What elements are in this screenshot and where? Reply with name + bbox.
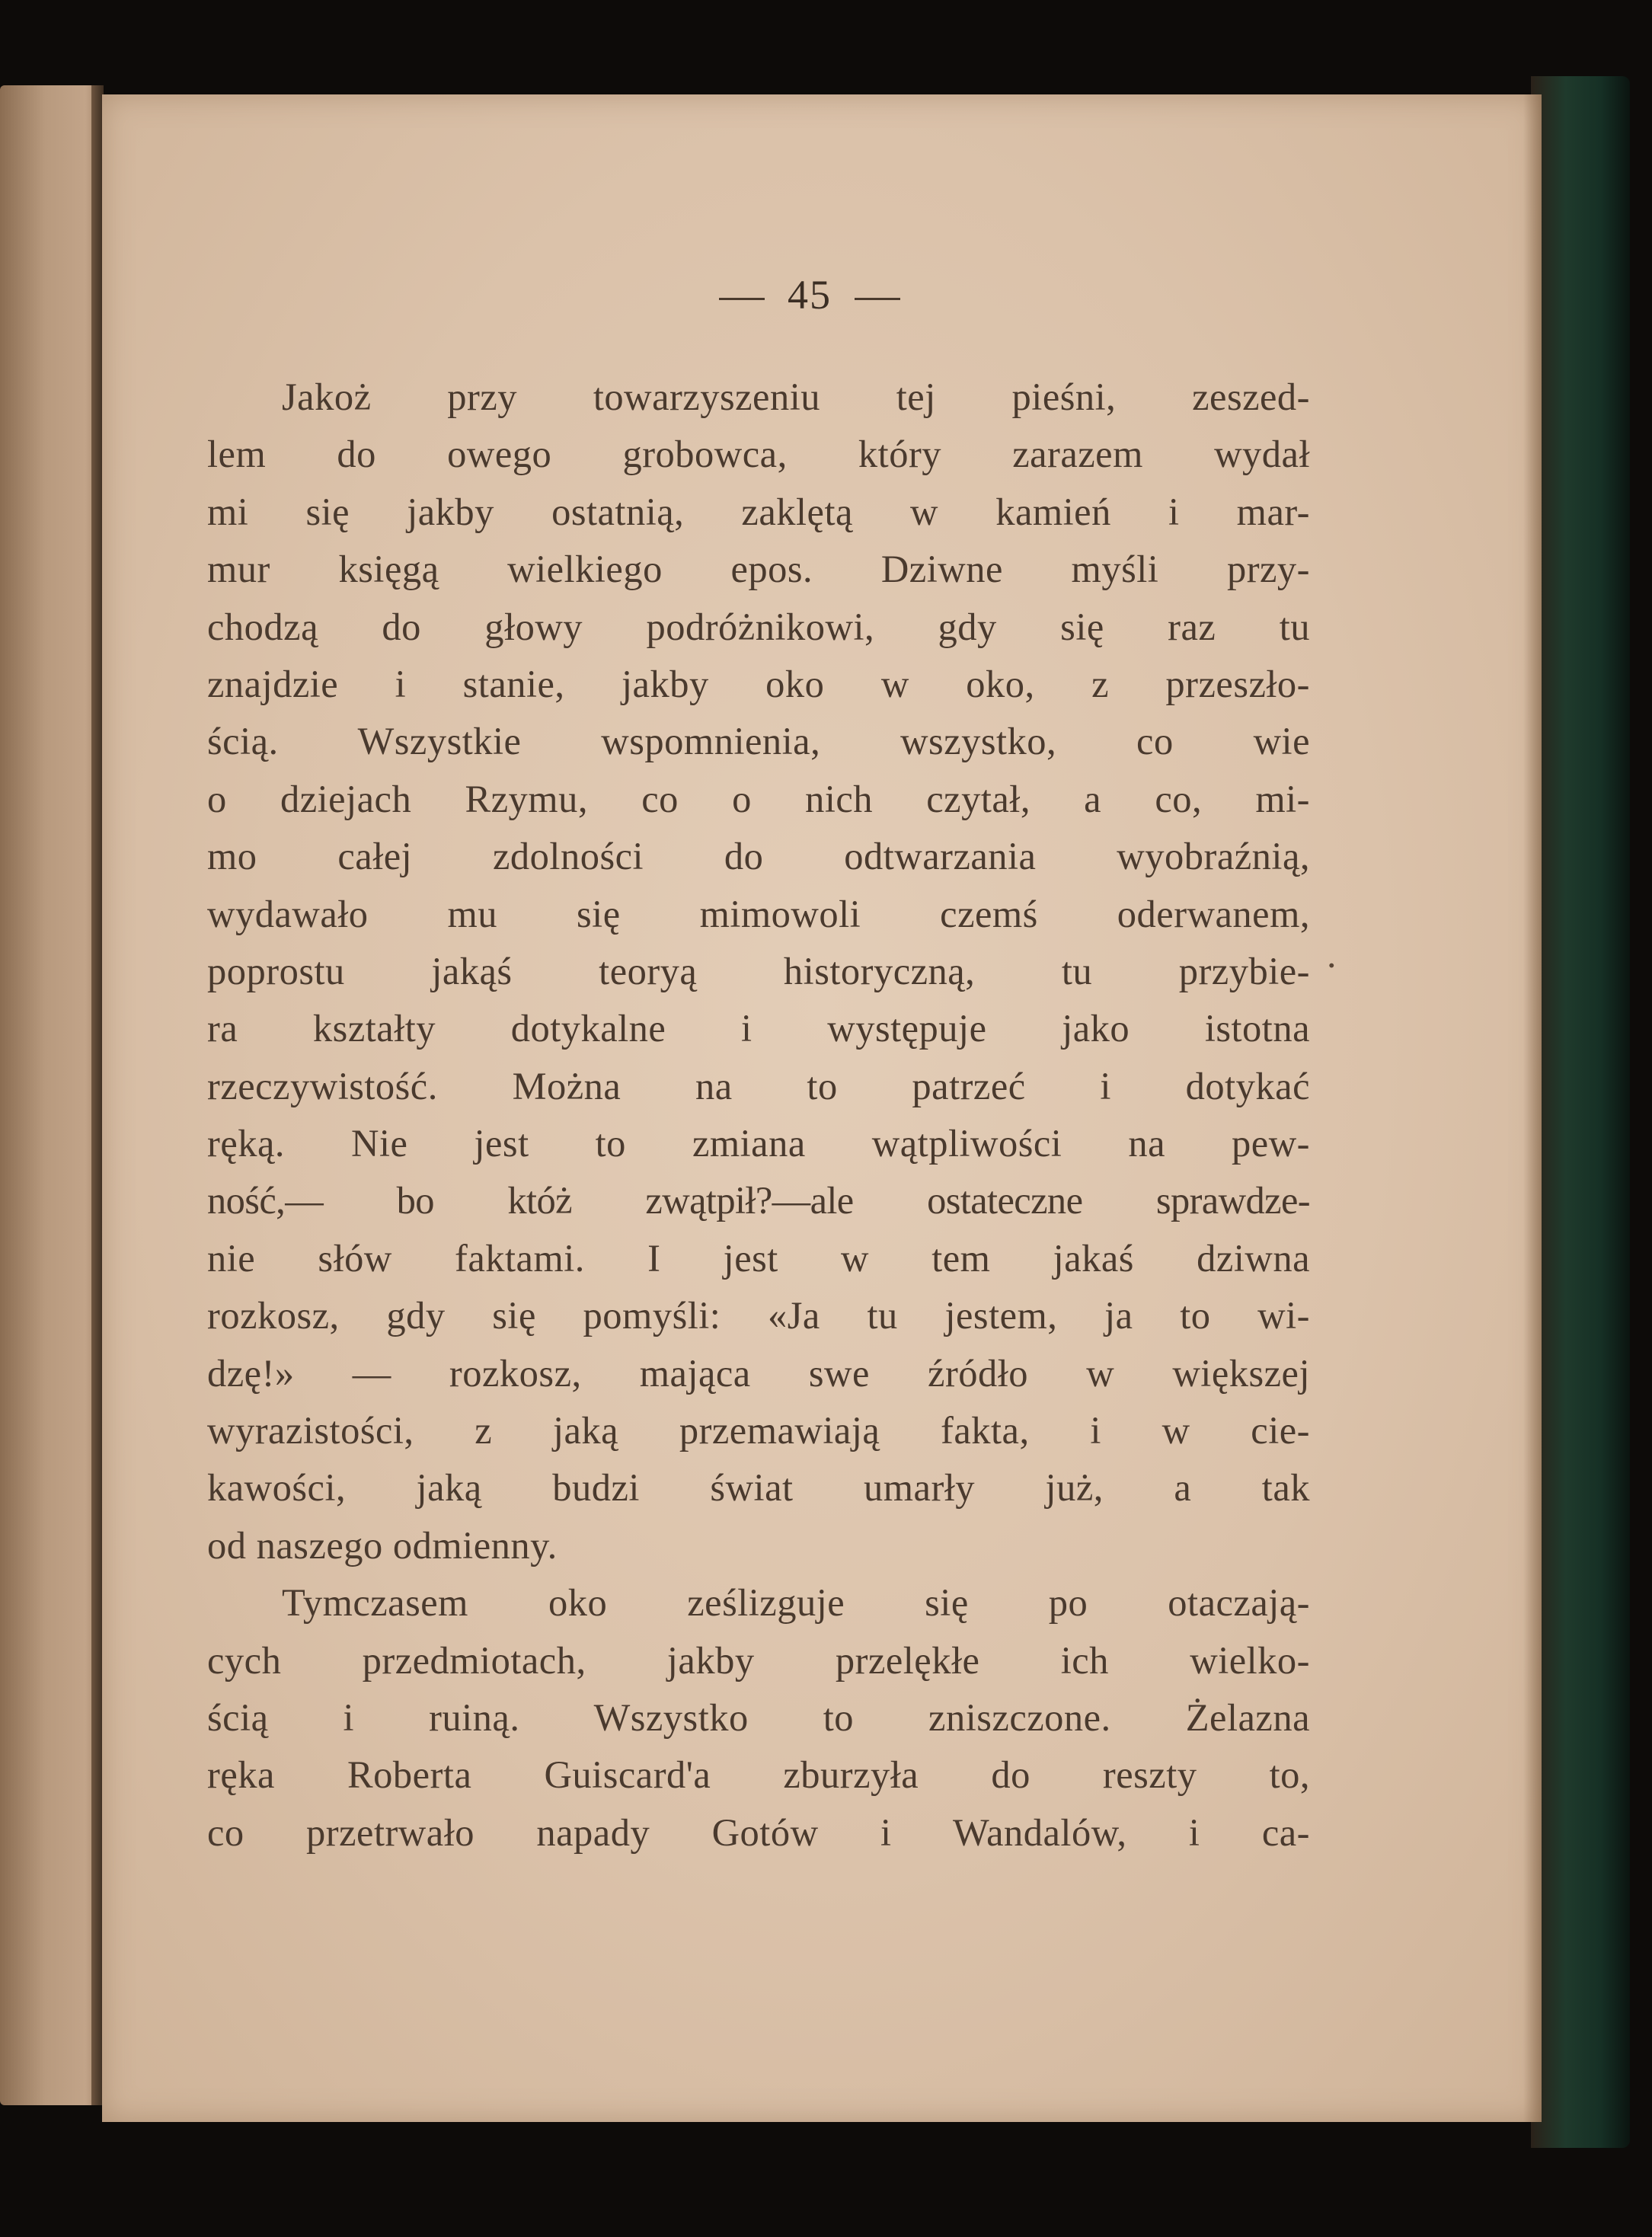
text-line: poprostu jakąś teoryą historyczną, tu przybie- [207,949,1310,992]
text-line: rozkosz, gdy się pomyśli: «Ja tu jestem, ja to wi- [207,1294,1310,1337]
page-number-dash-left [719,298,765,300]
text-line: rzeczywistość. Można na to patrzeć i dotykać [207,1064,1310,1107]
body-text [207,369,1310,1862]
book-page [102,94,1542,2122]
book-cover-edge [1531,76,1630,2148]
text-line: o dziejach Rzymu, co o nich czytał, a co, mi- [207,777,1310,820]
text-line: mo całej zdolności do odtwarzania wyobraźnią, [207,835,1310,878]
text-line: lem do owego grobowca, który zarazem wydał [207,433,1310,476]
text-line: ność,— bo któż zwątpił?—ale ostateczne sprawdze- [207,1179,1310,1222]
text-line: dzę!» — rozkosz, mająca swe źródło w większej [207,1351,1310,1395]
text-line: cych przedmiotach, jakby przelękłe ich wielko- [207,1638,1310,1682]
text-line: ręka Roberta Guiscard'a zburzyła do reszty to, [207,1753,1310,1797]
text-line: chodzą do głowy podróżnikowi, gdy się raz tu [207,605,1310,648]
text-line: nie słów faktami. I jest w tem jakaś dziwna [207,1236,1310,1280]
previous-page-edge [0,85,101,2105]
text-line: mur księgą wielkiego epos. Dziwne myśli przy- [207,548,1310,591]
text-line: ręką. Nie jest to zmiana wątpliwości na pew- [207,1122,1310,1165]
text-line: co przetrwało napady Gotów i Wandalów, i ca- [207,1810,1310,1854]
page-number [90,271,1529,318]
text-line: ra kształty dotykalne i występuje jako istotna [207,1007,1310,1050]
text-line: znajdzie i stanie, jakby oko w oko, z przeszło- [207,662,1310,705]
text-line: ścią. Wszystkie wspomnienia, wszystko, co wie [207,720,1310,763]
text-line: mi się jakby ostatnią, zaklętą w kamień i mar- [207,490,1310,533]
text-line: Tymczasem oko ześlizguje się po otaczają- [282,1581,1310,1625]
page-number-dash-right [855,298,900,300]
text-line: kawości, jaką budzi świat umarły już, a tak [207,1466,1310,1510]
page-number-value: 45 [788,272,832,318]
margin-mark: . [1327,933,1337,976]
text-line: Jakoż przy towarzyszeniu tej pieśni, zeszed- [282,375,1310,418]
page-edge-shadow [1523,94,1542,2122]
text-line: wyrazistości, z jaką przemawiają fakta, i w cie- [207,1409,1310,1452]
text-line: wydawało mu się mimowoli czemś oderwanem, [207,892,1310,935]
text-line: ścią i ruiną. Wszystko to zniszczone. Żelazna [207,1695,1310,1739]
text-line: od naszego odmienny. [207,1523,558,1567]
